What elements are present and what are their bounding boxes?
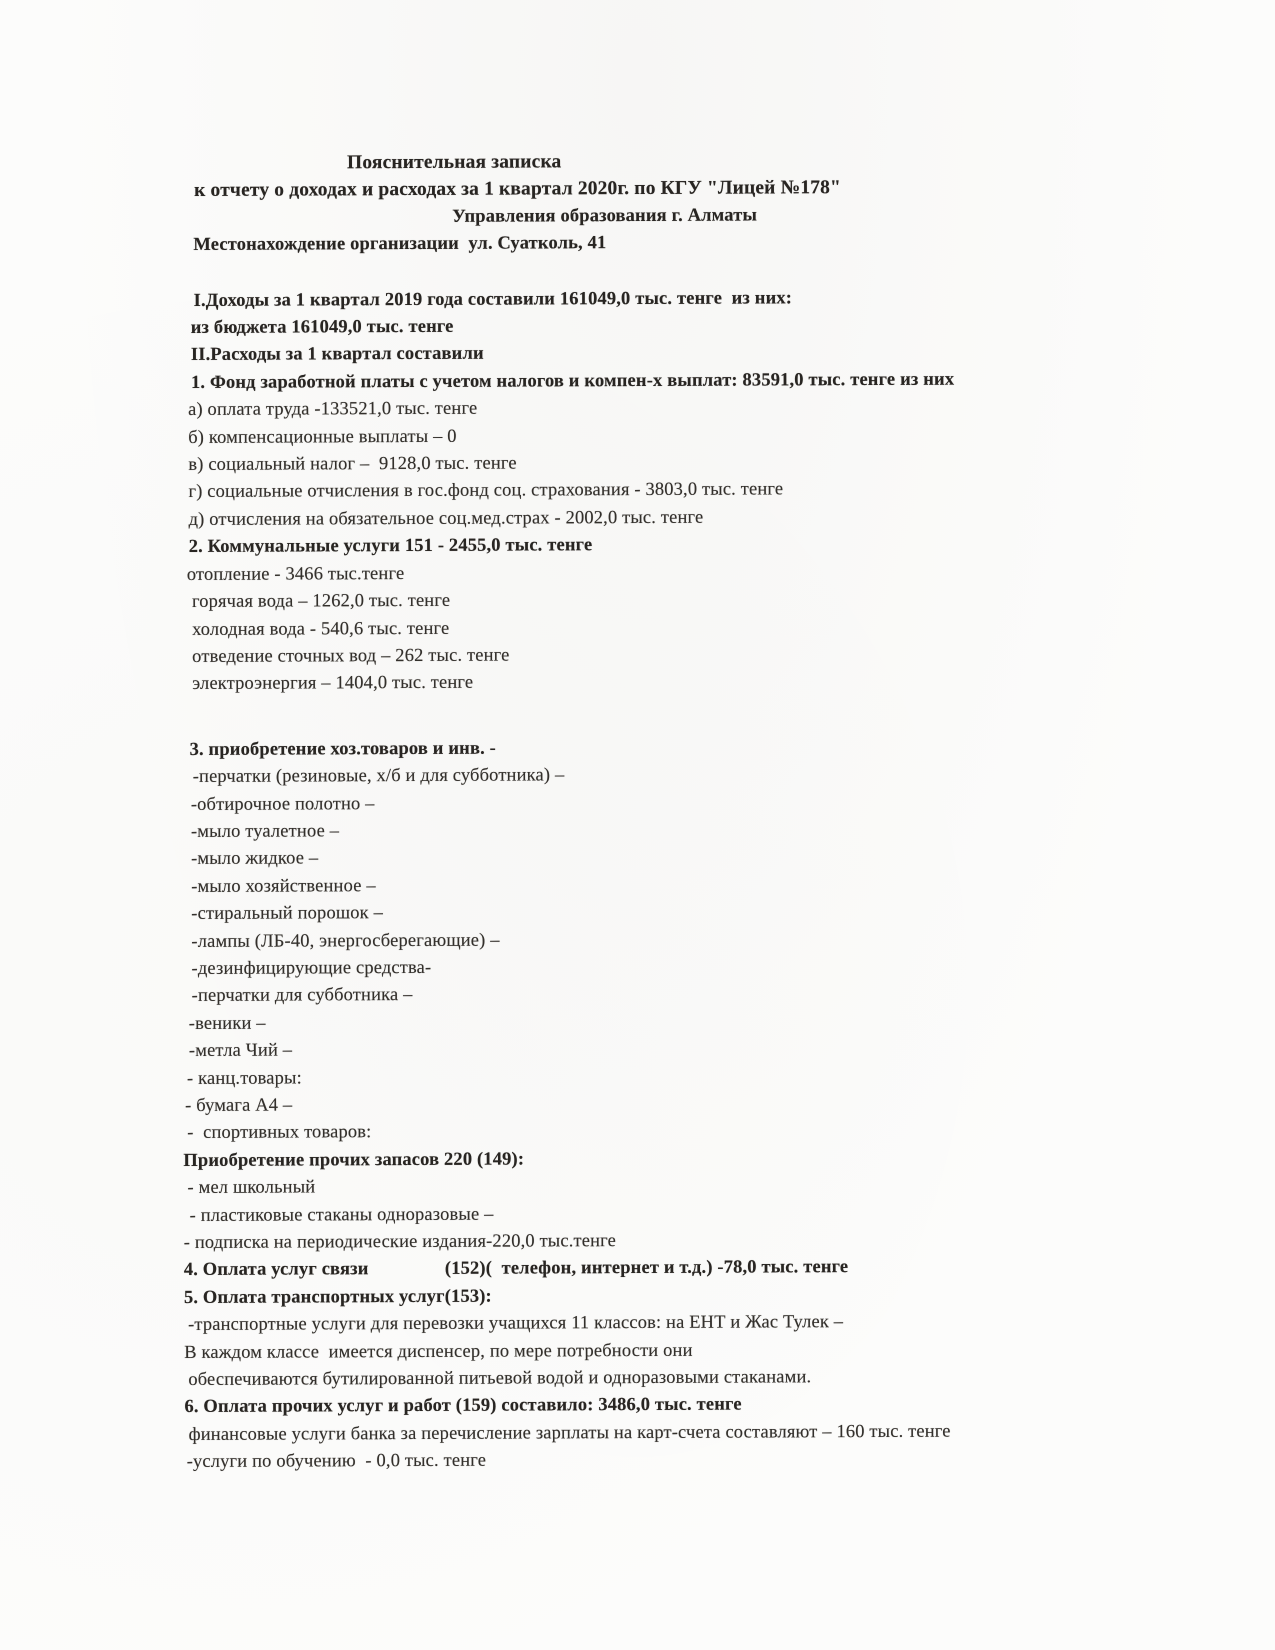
supplies-subscription: - подписка на периодические издания-220,0 тыс.тенге: [183, 1231, 617, 1254]
household-heading: 3. приобретение хоз.товаров и инв. -: [189, 738, 496, 760]
payroll-item-a: а) оплата труда -133521,0 тыс. тенге: [188, 398, 478, 421]
utilities-heating: отопление - 3466 тыс.тенге: [186, 563, 405, 585]
other-supplies-heading: Приобретение прочих запасов 220 (149):: [183, 1149, 525, 1171]
other-services-heading: 6. Оплата прочих услуг и работ (159) составило: 3486,0 тыс. тенге: [184, 1395, 742, 1418]
bank-services: финансовые услуги банка за перечисление зарплаты на карт-счета составляют – 160 тыс. тенге: [188, 1421, 951, 1445]
income-heading: I.Доходы за 1 квартал 2019 года составили 161049,0 тыс. тенге из них:: [193, 287, 793, 311]
household-gloves: -перчатки (резиновые, х/б и для субботника) –: [192, 765, 565, 788]
household-brooms: -веники –: [188, 1013, 266, 1034]
household-chiy-broom: -метла Чий –: [188, 1040, 293, 1062]
supplies-plastic-cups: - пластиковые стаканы одноразовые –: [189, 1204, 494, 1226]
household-stationery: - канц.товары:: [186, 1068, 302, 1089]
household-liquid-soap: -мыло жидкое –: [191, 848, 319, 870]
household-sport-goods: - спортивных товаров:: [187, 1122, 372, 1144]
dispenser-note-1: В каждом классе имеется диспенсер, по мере потребности они: [184, 1340, 693, 1363]
payroll-item-g: г) социальные отчисления в гос.фонд соц. страхования - 3803,0 тыс. тенге: [188, 479, 784, 503]
supplies-chalk: - мел школьный: [187, 1177, 316, 1199]
payroll-item-d: д) отчисления на обязательное соц.мед.страх - 2002,0 тыс. тенге: [188, 507, 704, 530]
communication-heading: 4. Оплата услуг связи (152)( телефон, интернет и т.д.) -78,0 тыс. тенге: [183, 1257, 849, 1281]
payroll-item-v: в) социальный налог – 9128,0 тыс. тенге: [188, 453, 517, 476]
utilities-cold-water: холодная вода - 540,6 тыс. тенге: [191, 618, 450, 640]
doc-address: Местонахождение организации ул. Суатколь, 41: [193, 233, 607, 256]
household-toilet-soap: -мыло туалетное –: [190, 821, 340, 842]
training-services: -услуги по обучению - 0,0 тыс. тенге: [186, 1450, 487, 1473]
payroll-heading: 1. Фонд заработной платы с учетом налогов и компен-х выплат: 83591,0 тыс. тенге из них: [190, 369, 955, 393]
household-lamps: -лампы (ЛБ-40, энергосберегающие) –: [191, 930, 500, 952]
household-subbotnik-gloves: -перчатки для субботника –: [191, 985, 413, 1007]
household-disinfectants: -дезинфицирующие средства-: [191, 957, 432, 979]
utilities-heading: 2. Коммунальные услуги 151 - 2455,0 тыс. тенге: [188, 535, 593, 558]
doc-department: Управления образования г. Алматы: [452, 205, 758, 227]
expenses-heading: II.Расходы за 1 квартал составили: [190, 344, 484, 366]
utilities-hot-water: горячая вода – 1262,0 тыс. тенге: [191, 590, 451, 613]
dispenser-note-2: обеспечиваются бутилированной питьевой водой и одноразовыми стаканами.: [188, 1367, 812, 1391]
transport-item: -транспортные услуги для перевозки учащихся 11 классов: на ЕНТ и Жас Тулек –: [188, 1312, 844, 1336]
transport-heading: 5. Оплата транспортных услуг(153):: [183, 1286, 492, 1308]
household-wiping-cloth: -обтирочное полотно –: [190, 793, 375, 815]
income-budget: из бюджета 161049,0 тыс. тенге: [190, 316, 454, 338]
utilities-electricity: электроэнергия – 1404,0 тыс. тенге: [192, 673, 474, 695]
doc-subtitle: к отчету о доходах и расходах за 1 квартал 2020г. по КГУ "Лицей №178": [194, 177, 842, 202]
household-washing-powder: -стиральный порошок –: [191, 903, 383, 925]
household-laundry-soap: -мыло хозяйственное –: [191, 875, 376, 897]
household-paper-a4: - бумага А4 –: [185, 1095, 293, 1116]
document-body: [0, 145, 1275, 1477]
doc-title: Пояснительная записка: [346, 151, 562, 174]
payroll-item-b: б) компенсационные выплаты – 0: [188, 426, 457, 448]
utilities-sewage: отведение сточных вод – 262 тыс. тенге: [192, 645, 510, 667]
